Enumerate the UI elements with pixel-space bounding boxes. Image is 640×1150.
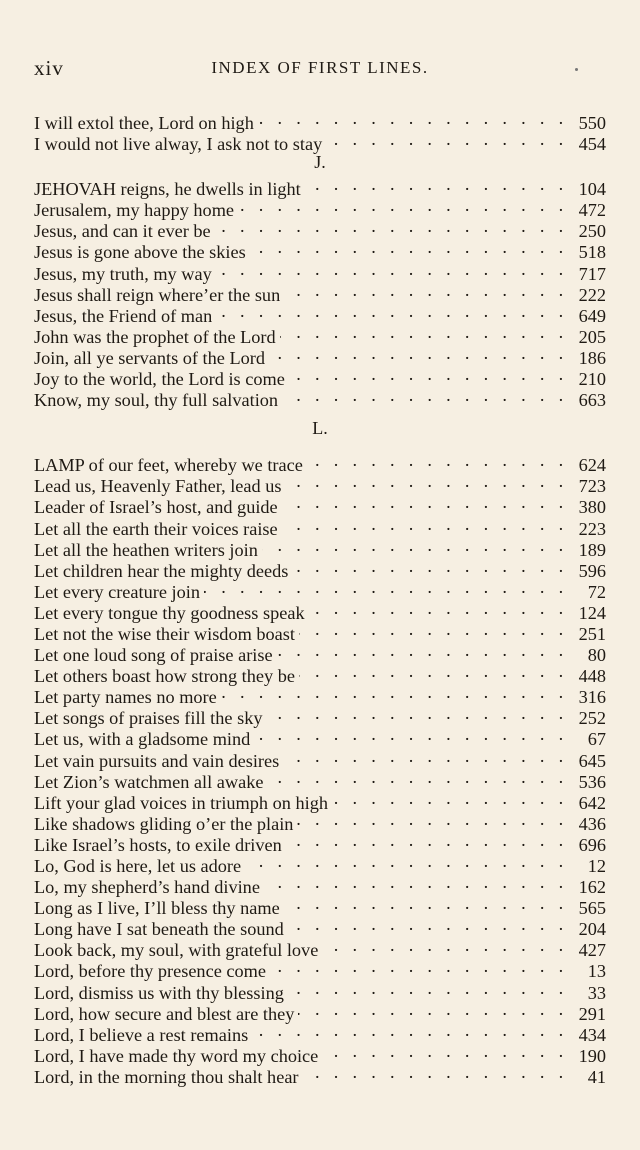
first-line-text: Let songs of praises fill the sky <box>34 708 263 729</box>
hymn-number: 33 <box>587 982 606 1003</box>
dot-leader <box>299 619 568 640</box>
dot-leader <box>322 1041 568 1062</box>
ink-speck <box>575 68 578 71</box>
dot-leader <box>284 893 568 914</box>
dot-leader <box>221 682 568 703</box>
hymn-number: 250 <box>578 221 606 242</box>
section-letter: L. <box>312 418 328 439</box>
hymn-number: 189 <box>578 539 606 560</box>
hymn-number: 210 <box>578 369 606 390</box>
dot-leader <box>269 343 568 364</box>
first-line-text: JEHOVAH reigns, he dwells in light <box>34 179 301 200</box>
dot-leader <box>298 999 568 1020</box>
hymn-number: 723 <box>578 476 606 497</box>
hymn-number: 518 <box>578 242 606 263</box>
dot-leader <box>264 872 568 893</box>
first-line-text: Leader of Israel’s host, and guide <box>34 497 278 518</box>
hymn-number: 436 <box>578 813 606 834</box>
dot-leader <box>282 385 568 406</box>
hymn-number: 291 <box>578 1003 606 1024</box>
dot-leader <box>286 471 568 492</box>
first-line-text: Join, all ye servants of the Lord <box>34 347 265 368</box>
running-title: INDEX OF FIRST LINES. <box>211 58 429 77</box>
first-line-text: Let vain pursuits and vain desires <box>34 750 280 771</box>
dot-leader <box>204 577 568 598</box>
first-line-text: Let not the wise their wisdom boast <box>34 623 295 644</box>
hymn-number: 642 <box>578 792 606 813</box>
first-line-text: Let every tongue thy goodness speak <box>34 602 305 623</box>
first-line-text: Lord, in the morning thou shalt hear <box>34 1066 299 1087</box>
dot-leader <box>332 788 568 809</box>
hymn-number: 380 <box>578 497 606 518</box>
dot-leader <box>288 978 568 999</box>
hymn-number: 596 <box>578 560 606 581</box>
first-line-text: Let us, with a gladsome mind <box>34 729 251 750</box>
dot-leader <box>215 216 568 237</box>
first-line-text: Jesus, the Friend of man <box>34 305 213 326</box>
hymn-number: 252 <box>578 708 606 729</box>
first-line-text: Lord, I believe a rest remains <box>34 1024 249 1045</box>
hymn-number: 427 <box>578 940 606 961</box>
index-entry <box>34 108 606 133</box>
hymn-number: 204 <box>578 919 606 940</box>
dot-leader <box>307 450 568 471</box>
first-line-text: Lord, before thy presence come <box>34 961 266 982</box>
dot-leader <box>326 129 568 150</box>
first-line-text: Know, my soul, thy full salvation <box>34 390 279 411</box>
first-line-text: Let others boast how strong they be <box>34 666 295 687</box>
page-number: xiv <box>34 56 64 80</box>
hymn-number: 649 <box>578 305 606 326</box>
first-line-text: Lord, I have made thy word my choice <box>34 1045 319 1066</box>
section-letter: J. <box>314 152 326 173</box>
first-line-text: Jesus, my truth, my way <box>34 263 212 284</box>
first-line-text: John was the prophet of the Lord <box>34 326 276 347</box>
index-entry <box>34 174 606 200</box>
first-line-text: Long have I sat beneath the sound <box>34 919 284 940</box>
index-of-first-lines <box>34 108 606 1087</box>
dot-leader <box>216 259 568 280</box>
first-line-text: Lift your glad voices in triumph on high <box>34 792 328 813</box>
first-line-text: I would not live alway, I ask not to stay <box>34 134 323 155</box>
first-line-text: Lord, dismiss us with thy blessing <box>34 982 284 1003</box>
hymn-number: 717 <box>578 263 606 284</box>
dot-leader <box>258 108 568 129</box>
hymn-number: 624 <box>578 455 606 476</box>
first-line-text: Let Zion’s watchmen all awake <box>34 771 264 792</box>
first-line-text: Let all the heathen writers join <box>34 539 258 560</box>
first-line-text: Joy to the world, the Lord is come <box>34 369 285 390</box>
hymn-number: 80 <box>587 645 606 666</box>
dot-leader <box>284 280 568 301</box>
dot-leader <box>292 556 568 577</box>
first-line-text: Lead us, Heavenly Father, lead us <box>34 476 282 497</box>
first-line-text: Jesus is gone above the skies <box>34 242 246 263</box>
dot-leader <box>280 322 568 343</box>
hymn-number: 565 <box>578 898 606 919</box>
hymn-number: 448 <box>578 666 606 687</box>
index-entry <box>34 450 606 476</box>
first-line-text: Look back, my soul, with grateful love <box>34 940 319 961</box>
first-line-text: Jesus, and can it ever be <box>34 221 211 242</box>
dot-leader <box>305 174 568 195</box>
dot-leader <box>277 640 568 661</box>
dot-leader <box>252 1020 568 1041</box>
hymn-number: 316 <box>578 687 606 708</box>
hymn-number: 223 <box>578 518 606 539</box>
hymn-number: 696 <box>578 834 606 855</box>
hymn-number: 472 <box>578 200 606 221</box>
page-header <box>34 56 606 86</box>
dot-leader <box>282 492 568 513</box>
first-line-text: Let all the earth their voices raise <box>34 518 278 539</box>
dot-leader <box>283 746 568 767</box>
hymn-number: 104 <box>578 179 606 200</box>
hymn-number: 190 <box>578 1045 606 1066</box>
dot-leader <box>288 914 568 935</box>
dot-leader <box>254 724 568 745</box>
hymn-number: 454 <box>578 134 606 155</box>
dot-leader <box>266 703 568 724</box>
first-line-text: Lo, God is here, let us adore <box>34 856 242 876</box>
first-line-text: Lord, how secure and blest are they <box>34 1003 295 1024</box>
first-line-text: Jesus shall reign where’er the sun <box>34 284 281 305</box>
dot-leader <box>309 598 568 619</box>
hymn-number: 162 <box>578 877 606 898</box>
first-line-text: Lo, my shepherd’s hand divine <box>34 877 260 898</box>
hymn-number: 251 <box>578 623 606 644</box>
dot-leader <box>322 935 568 956</box>
hymn-number: 186 <box>578 347 606 368</box>
dot-leader <box>216 301 568 322</box>
hymn-number: 124 <box>578 602 606 623</box>
dot-leader <box>299 661 568 682</box>
dot-leader <box>286 830 568 851</box>
dot-leader <box>297 809 568 830</box>
hymn-number: 434 <box>578 1024 606 1045</box>
hymn-number: 67 <box>587 729 606 750</box>
hymn-number: 222 <box>578 284 606 305</box>
dot-leader <box>250 237 568 258</box>
dot-leader <box>289 364 568 385</box>
dot-leader <box>270 956 568 977</box>
hymn-number: 41 <box>587 1066 606 1087</box>
dot-leader <box>303 1062 568 1083</box>
dot-leader <box>267 767 568 788</box>
first-line-text: Let one loud song of praise arise <box>34 645 273 666</box>
first-line-text: Long as I live, I’ll bless thy name <box>34 898 280 919</box>
first-line-text: Let every creature join <box>34 581 200 602</box>
hymn-number: 13 <box>587 961 606 982</box>
first-line-text: Like Israel’s hosts, to exile driven <box>34 834 282 855</box>
hymn-number: 536 <box>578 771 606 792</box>
first-line-text: Like shadows gliding o’er the plain <box>34 813 294 834</box>
first-line-text: Let children hear the mighty deeds <box>34 560 289 581</box>
first-line-text: Let party names no more <box>34 687 217 708</box>
dot-leader <box>282 514 568 535</box>
hymn-number: 205 <box>578 326 606 347</box>
hymn-number: 645 <box>578 750 606 771</box>
first-line-text: LAMP of our feet, whereby we trace <box>34 455 303 476</box>
hymn-number: 663 <box>578 390 606 411</box>
first-line-text: Jerusalem, my happy home <box>34 200 235 221</box>
hymn-number: 72 <box>587 581 606 602</box>
dot-leader <box>245 851 568 872</box>
dot-leader <box>262 535 568 556</box>
hymn-number: 550 <box>578 113 606 133</box>
hymn-number: 12 <box>587 856 606 876</box>
first-line-text: I will extol thee, Lord on high <box>34 113 254 133</box>
dot-leader <box>238 195 568 216</box>
